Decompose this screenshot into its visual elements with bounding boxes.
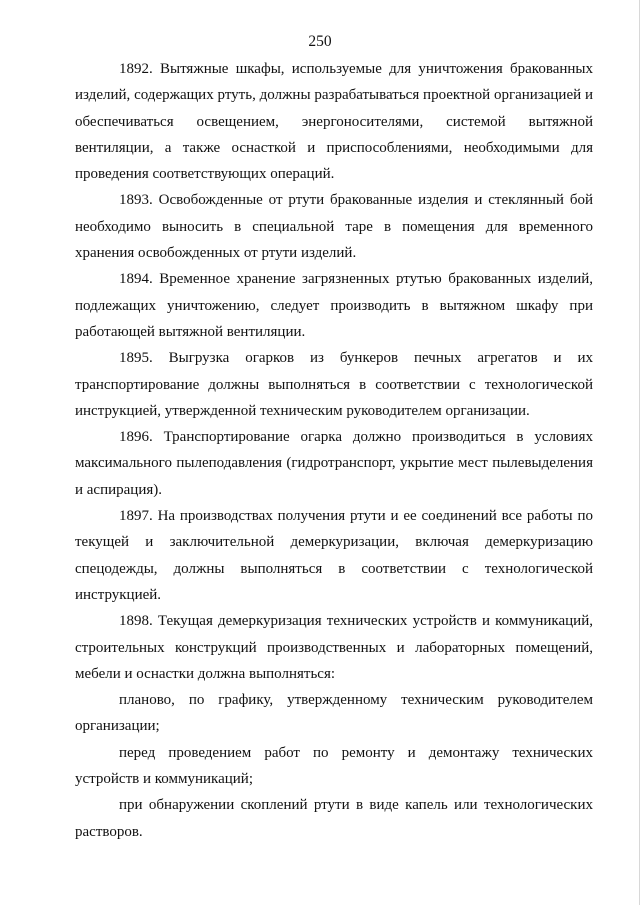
page-number: 250 [308, 33, 332, 50]
list-item-planned: планово, по графику, утвержденному техническим руководителем организации; [75, 692, 593, 735]
paragraph-1896: 1896. Транспортирование огарка должно производиться в условиях максимального пылеподавления (гидротранспорт, укрытие мест пылевыделения и аспирация). [75, 429, 593, 498]
paragraph-1895: 1895. Выгрузка огарков из бункеров печных агрегатов и их транспортирование должны выполняться в соответствии с технологической инструкцией, утвержденной техническим руководителем организации. [75, 350, 593, 419]
paragraph-1894: 1894. Временное хранение загрязненных ртутью бракованных изделий, подлежащих уничтожению, следует производить в вытяжном шкафу при работающей вытяжной вентиляции. [75, 271, 593, 340]
paragraph-1892: 1892. Вытяжные шкафы, используемые для уничтожения бракованных изделий, содержащих ртуть, должны разрабатываться проектной организацией и обеспечиваться освещением, энергоносителями, системой вытяжной вентиляции, а также оснасткой и приспособлениями, необходимыми для проведения соответствующих операций. [75, 61, 593, 183]
document-body [75, 56, 593, 845]
list-item-before-repair: перед проведением работ по ремонту и демонтажу технических устройств и коммуникаций; [75, 744, 593, 788]
list-item-mercury-detected: при обнаружении скоплений ртути в виде капель или технологических растворов. [75, 797, 593, 840]
paragraph-1893: 1893. Освобожденные от ртути бракованные изделия и стеклянный бой необходимо выносить в специальной таре в помещения для временного хранения освобожденных от ртути изделий. [75, 192, 593, 262]
paragraph-1898: 1898. Текущая демеркуризация технических устройств и коммуникаций, строительных конструкций производственных и лабораторных помещений, мебели и оснастки должна выполняться: [75, 613, 593, 682]
paragraph-1897: 1897. На производствах получения ртути и ее соединений все работы по текущей и заключительной демеркуризации, включая демеркуризацию спецодежды, должны выполняться в соответствии с технологической инструкцией. [75, 508, 593, 603]
